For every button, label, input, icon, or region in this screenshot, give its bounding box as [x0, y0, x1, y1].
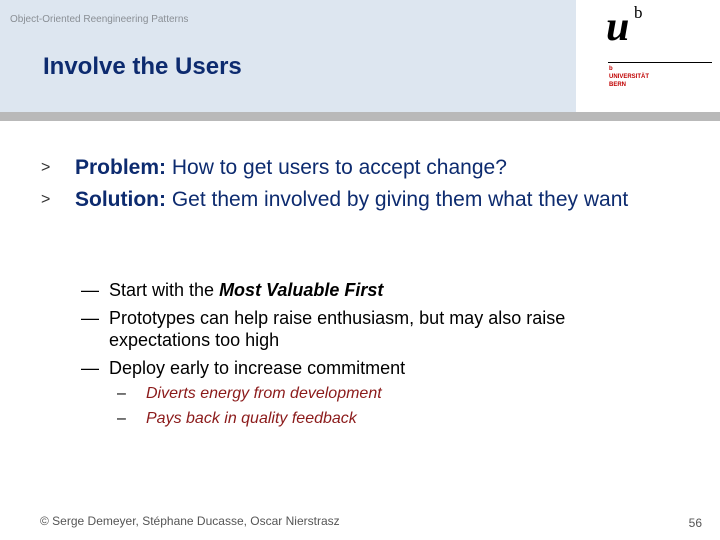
header-band	[0, 112, 720, 121]
bullet-text: Get them involved by giving them what they want	[165, 188, 629, 211]
logo-line1: UNIVERSITÄT	[609, 74, 650, 80]
subbullet-most-valuable	[81, 279, 661, 301]
subbullet-text: Start with the	[109, 280, 220, 300]
slide-header	[0, 0, 576, 112]
slide-title: Involve the Users	[43, 53, 242, 80]
logo-divider	[608, 62, 712, 63]
course-name: Object-Oriented Reengineering Patterns	[10, 14, 189, 25]
subsubbullet-text: Pays back in quality feedback	[146, 410, 357, 427]
bullet-marker: >	[41, 159, 51, 176]
subbullet-marker: —	[81, 308, 99, 328]
bullet-label: Solution:	[75, 188, 166, 211]
logo-small-mark: b	[609, 66, 613, 72]
bullet-solution	[41, 186, 661, 213]
bullet-label: Problem:	[75, 156, 167, 179]
subbullet-marker: —	[81, 280, 99, 300]
subsubbullet-pays-back	[117, 408, 357, 430]
footer-credits: © Serge Demeyer, Stéphane Ducasse, Oscar Nierstrasz	[40, 514, 340, 528]
subbullet-prototypes	[81, 307, 641, 351]
logo-name	[609, 73, 649, 89]
subbullet-text: Prototypes can help raise enthusiasm, but may also raise expectations too high	[109, 308, 566, 350]
subbullet-marker: —	[81, 358, 99, 378]
bullet-marker: >	[41, 191, 51, 208]
bullet-text: How to get users to accept change?	[166, 156, 507, 179]
logo-letter: u	[606, 4, 630, 50]
subsubbullet-marker: –	[117, 385, 126, 402]
logo-superscript: b	[634, 3, 643, 22]
logo-line2: BERN	[609, 82, 627, 88]
page-number: 56	[688, 516, 702, 530]
logo-area	[576, 0, 720, 112]
subsubbullet-text: Diverts energy from development	[146, 385, 382, 402]
subbullet-deploy	[81, 357, 661, 379]
subbullet-text: Deploy early to increase commitment	[109, 358, 406, 378]
subsubbullet-marker: –	[117, 410, 126, 427]
subsubbullet-diverts	[117, 383, 382, 405]
subbullet-emphasis: Most Valuable First	[219, 280, 384, 300]
bullet-problem	[41, 154, 681, 181]
